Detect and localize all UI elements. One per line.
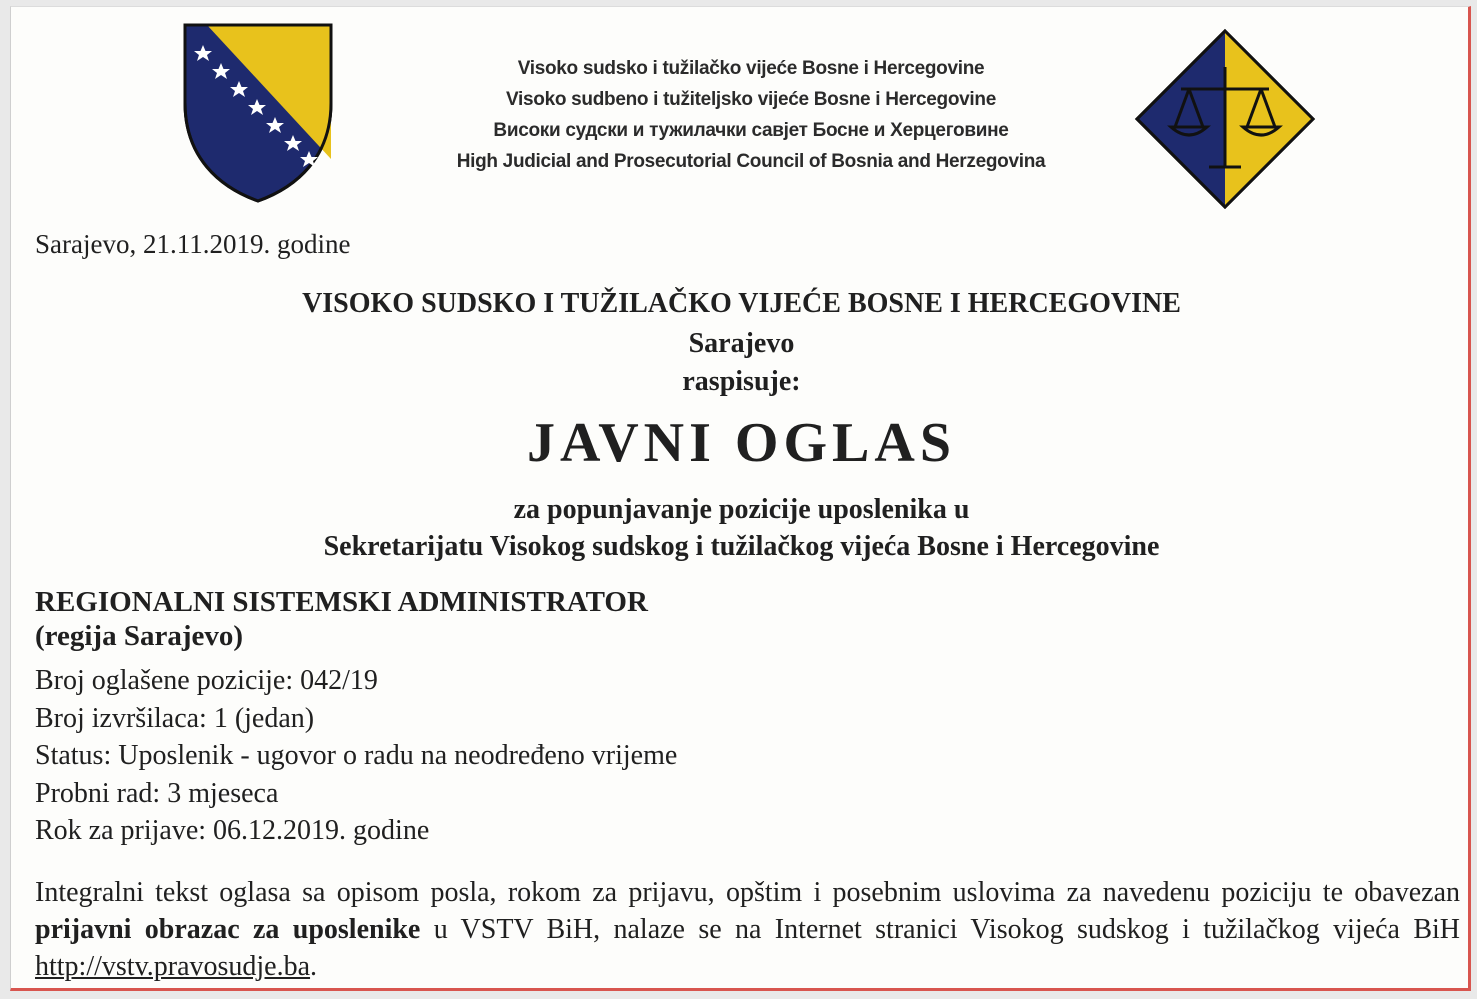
website-link[interactable]: http://vstv.pravosudje.ba	[35, 951, 311, 982]
organization-city: Sarajevo	[688, 328, 795, 359]
application-form-name: prijavni obrazac za uposlenike	[35, 914, 421, 945]
position-region: (regija Sarajevo)	[35, 620, 244, 652]
detail-status: Status: Uposlenik - ugovor o radu na neodređeno vrijeme	[35, 740, 678, 771]
announcement-subtitle-line2: Sekretarijatu Visokog sudskog i tužilačkog vijeća Bosne i Hercegovine	[323, 531, 1160, 562]
detail-position-number: Broj oglašene pozicije: 042/19	[35, 665, 378, 696]
footer-paragraph	[35, 874, 1460, 985]
detail-deadline: Rok za prijave: 06.12.2019. godine	[35, 815, 430, 846]
document-date: Sarajevo, 21.11.2019. godine	[35, 229, 351, 259]
position-details	[35, 662, 677, 850]
job-announcement-page	[10, 6, 1471, 991]
footer-text-part1: Integralni tekst oglasa sa opisom posla, rokom za prijavu, opštim i posebnim uslovima za navedenu poziciju te obavezan	[35, 877, 1460, 908]
announcement-subtitle-line1: za popunjavanje pozicije uposlenika u	[513, 494, 970, 525]
institution-header	[401, 53, 1101, 177]
header-line-croatian: Visoko sudbeno i tužiteljsko vijeće Bosne i Hercegovine	[506, 89, 996, 110]
detail-probation: Probni rad: 3 mjeseca	[35, 777, 279, 809]
header-line-english: High Judicial and Prosecutorial Council of Bosnia and Herzegovina	[456, 151, 1046, 172]
announces-label: raspisuje:	[682, 366, 801, 397]
bosnia-coat-of-arms-icon	[179, 21, 337, 203]
position-name: REGIONALNI SISTEMSKI ADMINISTRATOR	[35, 586, 648, 618]
footer-text-end: .	[310, 951, 318, 982]
position-block	[35, 585, 648, 653]
header-line-bosnian: Visoko sudsko i tužilačko vijeće Bosne i Hercegovine	[517, 58, 985, 79]
detail-vacancies: Broj izvršilaca: 1 (jedan)	[35, 702, 315, 734]
footer-text-part2: u VSTV BiH, nalaze se na Internet stranici Visokog sudskog i tužilačkog vijeća BiH	[420, 914, 1461, 945]
header-line-serbian: Високи судски и тужилачки савјет Босне и Херцеговине	[493, 120, 1009, 141]
scales-of-justice-icon	[1131, 27, 1319, 209]
organization-name: VISOKO SUDSKO I TUŽILAČKO VIJEĆE BOSNE I HERCEGOVINE	[302, 288, 1181, 319]
announcement-title: JAVNI OGLAS	[527, 412, 956, 474]
